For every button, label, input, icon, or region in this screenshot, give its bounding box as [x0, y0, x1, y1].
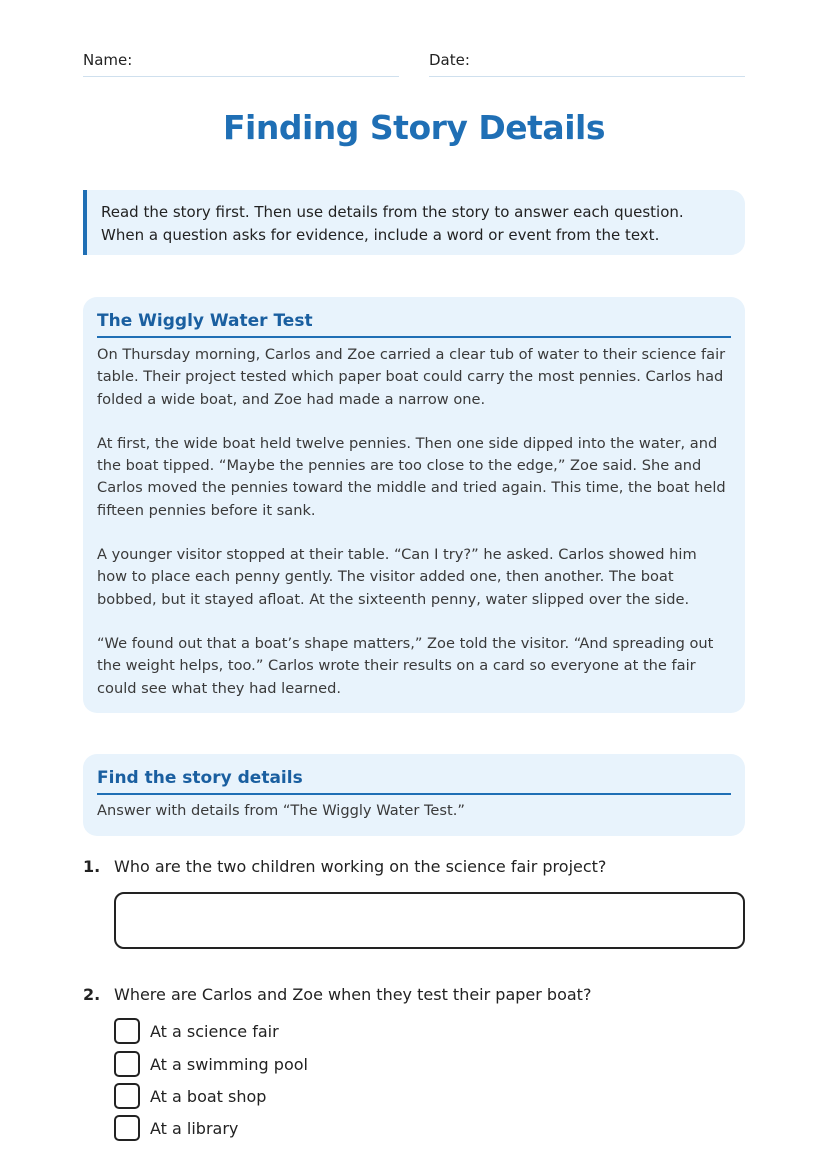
checkbox[interactable]	[114, 1115, 140, 1141]
option-science-fair[interactable]	[114, 1018, 279, 1044]
instructions-text: Read the story first. Then use details from the story to answer each question. When a question asks for evidence, include a word or event from the text.	[101, 203, 684, 244]
question-text: Who are the two children working on the science fair project?	[114, 857, 607, 876]
details-section-header	[83, 754, 745, 836]
option-label: At a swimming pool	[150, 1054, 308, 1074]
option-label: At a library	[150, 1118, 239, 1138]
date-label: Date:	[429, 51, 470, 69]
story-box	[83, 297, 745, 713]
answer-input-1[interactable]	[114, 892, 745, 949]
checkbox[interactable]	[114, 1018, 140, 1044]
name-label: Name:	[83, 51, 133, 69]
story-paragraph: On Thursday morning, Carlos and Zoe carried a clear tub of water to their science fair table. Their project tested which paper boat could carry the most pennies. Carlos had folded a wide boat, and Zoe had made a narrow one.	[97, 346, 726, 408]
question-text: Where are Carlos and Zoe when they test their paper boat?	[114, 985, 592, 1004]
option-boat-shop[interactable]	[114, 1083, 266, 1109]
checkbox[interactable]	[114, 1083, 140, 1109]
instructions-box	[83, 190, 745, 255]
name-field[interactable]	[83, 50, 399, 77]
option-swimming-pool[interactable]	[114, 1051, 308, 1077]
details-subtitle: Answer with details from “The Wiggly Water Test.”	[97, 802, 465, 819]
option-label: At a boat shop	[150, 1086, 267, 1106]
story-heading: The Wiggly Water Test	[97, 311, 731, 338]
page-title: Finding Story Details	[223, 108, 605, 147]
question-number: 2.	[83, 985, 101, 1004]
question-number: 1.	[83, 857, 101, 876]
checkbox[interactable]	[114, 1051, 140, 1077]
story-paragraph: A younger visitor stopped at their table. “Can I try?” he asked. Carlos showed him how to place each penny gently. The visitor added one, then another. The boat bobbed, but it stayed afloat. At the sixteenth penny, water slipped over the side.	[97, 546, 697, 608]
story-paragraph: At first, the wide boat held twelve pennies. Then one side dipped into the water, and the boat tipped. “Maybe the pennies are too close to the edge,” Zoe said. She and Carlos moved the pennies toward the middle and tried again. This time, the boat held fifteen pennies before it sank.	[97, 434, 726, 519]
option-label: At a science fair	[150, 1021, 279, 1041]
date-field[interactable]	[429, 50, 745, 77]
option-library[interactable]	[114, 1115, 238, 1141]
story-paragraph: “We found out that a boat’s shape matters,” Zoe told the visitor. “And spreading out the weight helps, too.” Carlos wrote their results on a card so everyone at the fair could see what they had learned.	[97, 634, 714, 697]
details-heading: Find the story details	[97, 768, 731, 795]
